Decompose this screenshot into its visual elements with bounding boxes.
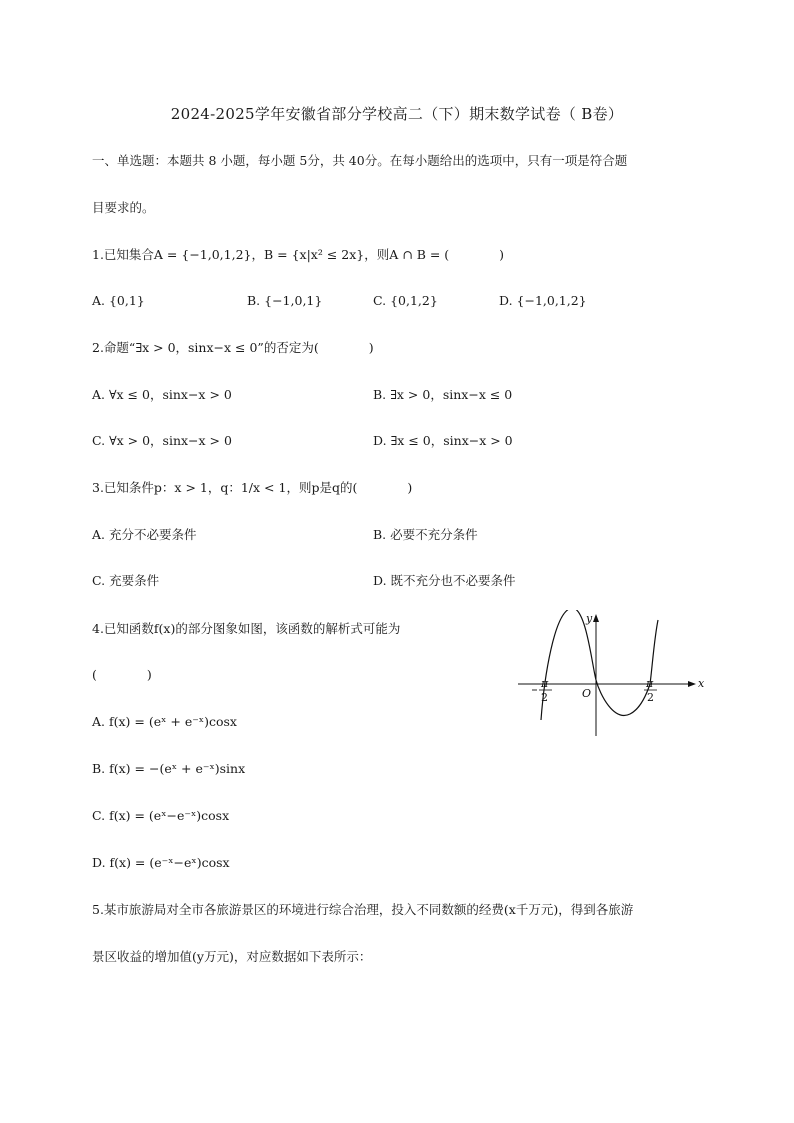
q4-option-d: D. f(x) = (e⁻ˣ−eˣ)cosx — [92, 855, 230, 870]
q2-option-d: D. ∃x ≤ 0，sinx−x > 0 — [373, 433, 513, 448]
q4-option-c: C. f(x) = (eˣ−e⁻ˣ)cosx — [92, 808, 230, 823]
left-tick-label — [532, 677, 552, 704]
q4-answer-blank: ( ) — [92, 667, 152, 682]
q2-option-c: C. ∀x > 0，sinx−x > 0 — [92, 433, 232, 448]
q1-option-b: B. {−1,0,1} — [247, 293, 323, 308]
q4-option-a: A. f(x) = (eˣ + e⁻ˣ)cosx — [92, 714, 237, 729]
q1-stem: 1.已知集合A = {−1,0,1,2}，B = {x|x² ≤ 2x}，则A ∩ B = ( ) — [92, 247, 505, 262]
svg-text:π: π — [541, 677, 549, 690]
q2-option-a: A. ∀x ≤ 0，sinx−x > 0 — [92, 387, 232, 402]
x-axis-arrow-icon — [688, 681, 696, 687]
q4-stem: 4.已知函数f(x)的部分图象如图，该函数的解析式可能为 — [92, 621, 401, 636]
q2-stem: 2.命题“∃x > 0，sinx−x ≤ 0”的否定为( ) — [92, 340, 374, 355]
function-graph — [514, 610, 704, 740]
q5-stem-line1: 5.某市旅游局对全市各旅游景区的环境进行综合治理，投入不同数额的经费(x千万元)，得到各旅游 — [92, 902, 634, 917]
q4-option-b: B. f(x) = −(eˣ + e⁻ˣ)sinx — [92, 761, 246, 776]
svg-text:2: 2 — [541, 691, 548, 704]
q3-option-a: A. 充分不必要条件 — [92, 527, 197, 542]
function-curve — [541, 610, 658, 720]
svg-text:2: 2 — [647, 691, 654, 704]
q3-option-b: B. 必要不充分条件 — [373, 527, 478, 542]
x-axis-label: x — [698, 677, 704, 690]
q3-option-c: C. 充要条件 — [92, 573, 160, 588]
origin-label: O — [582, 687, 592, 700]
right-tick-label — [644, 677, 657, 704]
svg-text:π: π — [646, 677, 654, 690]
section-heading-line1: 一、单选题：本题共 8 小题，每小题 5分，共 40分。在每小题给出的选项中，只有一项是符合题 — [92, 153, 628, 168]
y-axis-arrow-icon — [593, 614, 599, 622]
q3-option-d: D. 既不充分也不必要条件 — [373, 573, 516, 588]
q2-option-b: B. ∃x > 0，sinx−x ≤ 0 — [373, 387, 513, 402]
y-axis-label: y — [586, 612, 593, 625]
q1-option-a: A. {0,1} — [92, 293, 145, 308]
q1-option-c: C. {0,1,2} — [373, 293, 438, 308]
q1-option-d: D. {−1,0,1,2} — [499, 293, 587, 308]
q5-stem-line2: 景区收益的增加值(y万元)，对应数据如下表所示： — [92, 949, 372, 964]
q3-stem: 3.已知条件p：x > 1，q：1/x < 1，则p是q的( ) — [92, 480, 413, 495]
exam-title: 2024-2025学年安徽省部分学校高二（下）期末数学试卷（ B卷） — [170, 105, 624, 123]
section-heading-line2: 目要求的。 — [92, 200, 155, 215]
